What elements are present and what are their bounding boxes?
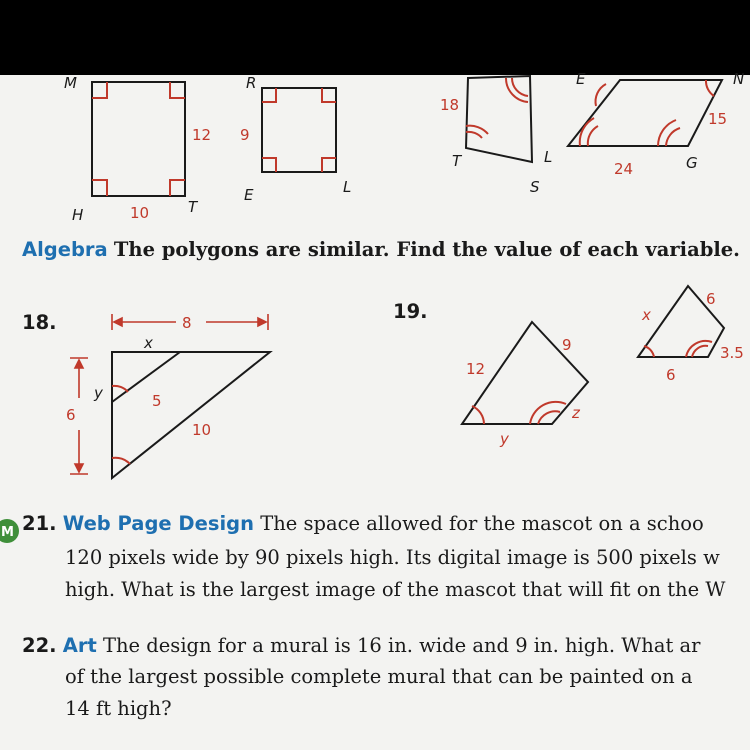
problem18-x: x: [144, 334, 153, 352]
square-side-label: 9: [240, 126, 250, 144]
problem21-number: 21.: [22, 512, 57, 535]
problem22-number: 22.: [22, 634, 57, 657]
right-angle-marks-rect: [92, 82, 185, 196]
problem19-number: 19.: [393, 300, 428, 323]
section-instructions: [22, 238, 740, 261]
problem19-small-bottom: 6: [666, 366, 676, 384]
problem19-big-z: z: [572, 404, 580, 422]
angle-marks-quad: [466, 78, 528, 138]
square-vertex-e: E: [244, 186, 254, 204]
quad-vertex-t: T: [452, 152, 462, 170]
square-vertex-l: L: [343, 178, 352, 196]
quad-vertex-s: S: [530, 178, 540, 196]
problem22-line3: 14 ft high?: [65, 697, 172, 720]
problem18-number: 18.: [22, 311, 57, 334]
problem19-big-y: y: [500, 430, 509, 448]
rect-vertex-t: T: [188, 198, 198, 216]
right-angle-marks-square: [262, 88, 336, 172]
problem21-heading: Web Page Design: [62, 512, 254, 535]
problem21-line2: 120 pixels wide by 90 pixels high. Its digital image is 500 pixels w: [65, 546, 720, 569]
problem19-small-x: x: [642, 306, 651, 324]
quad-side-label: 18: [440, 96, 460, 114]
problem22-heading: Art: [62, 634, 97, 657]
problem19-small-top: 6: [706, 290, 716, 308]
mastery-badge-letter: M: [1, 525, 14, 540]
rect-vertex-m: M: [64, 74, 77, 92]
problem22-line1: [22, 634, 700, 657]
section-instruction-text: The polygons are similar. Find the value of each variable.: [113, 238, 740, 261]
rect-bottom-label: 10: [130, 204, 150, 222]
problem21-line1: [22, 512, 704, 535]
problem18-outer: 10: [192, 421, 212, 439]
problem18-triangle: [112, 352, 270, 478]
problem19-small-right: 3.5: [720, 344, 744, 362]
problem18-height: 6: [66, 406, 76, 424]
quadrilateral-tsl-figure: [466, 76, 532, 162]
parallelogram-figure: [568, 80, 722, 146]
rect-vertex-h: H: [72, 206, 84, 224]
problem19-big-angle-marks: [472, 402, 566, 424]
section-heading: Algebra: [22, 238, 108, 261]
problem19-big-left: 12: [466, 360, 486, 378]
rectangle-mhat-figure: [92, 82, 185, 196]
square-vertex-r: R: [246, 74, 257, 92]
problem19-small-angle-marks: [644, 341, 712, 357]
problem18-angle-marks: [112, 386, 130, 464]
para-vertex-n: N: [733, 70, 745, 88]
para-vertex-e: E: [576, 70, 586, 88]
square-rel-figure: [262, 88, 336, 172]
problem21-text1: The space allowed for the mascot on a schoo: [260, 512, 704, 535]
problem18-inner: 5: [152, 392, 162, 410]
problem18-top-dim: 8: [182, 314, 192, 332]
problem22-text1: The design for a mural is 16 in. wide and 9 in. high. What ar: [102, 634, 701, 657]
rect-side-label: 12: [192, 126, 212, 144]
problem21-line3: high. What is the largest image of the mascot that will fit on the W: [65, 578, 726, 601]
para-vertex-g: G: [686, 154, 698, 172]
problem18-y: y: [94, 384, 103, 402]
problem22-line2: of the largest possible complete mural that can be painted on a: [65, 665, 693, 688]
para-side-24: 24: [614, 160, 634, 178]
para-side-15: 15: [708, 110, 728, 128]
quad-vertex-l: L: [544, 148, 553, 166]
problem19-big-right: 9: [562, 336, 572, 354]
